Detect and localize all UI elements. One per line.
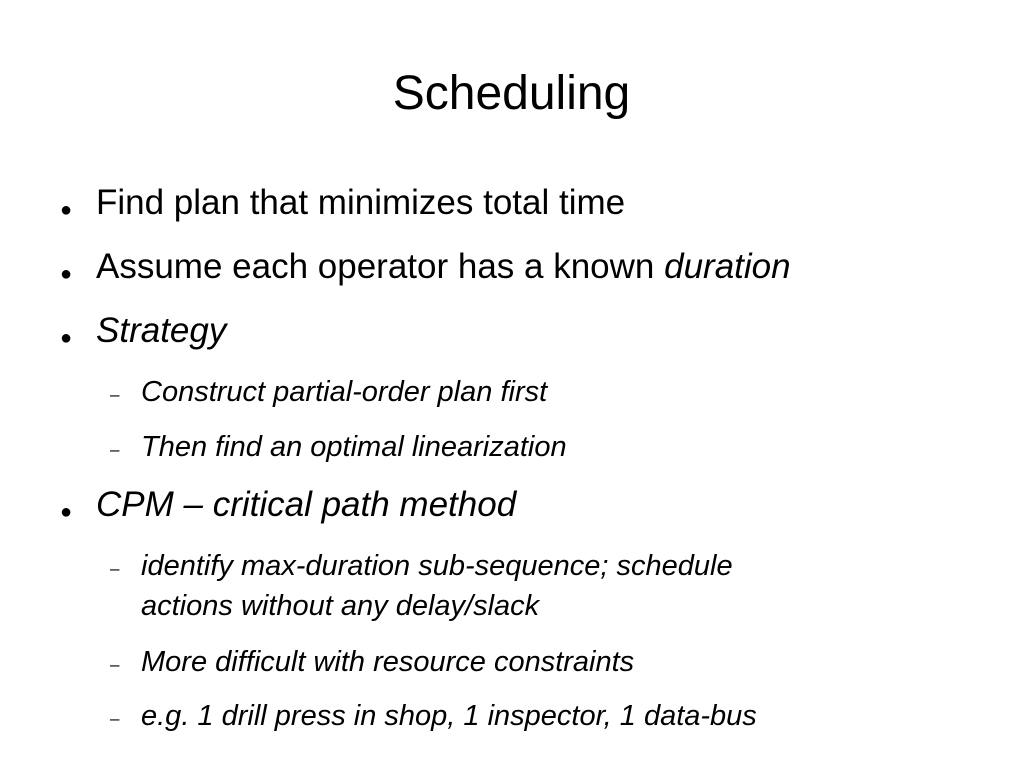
bullet-text: CPM – critical path method	[96, 485, 517, 524]
dash-icon: –	[110, 440, 120, 459]
bullet-icon: ●	[60, 327, 73, 349]
dash-icon: –	[110, 559, 120, 578]
subbullet-text: Construct partial-order plan first	[141, 376, 548, 408]
emphasis-duration: duration	[664, 247, 791, 286]
subbullet-construct-plan	[141, 372, 547, 412]
subbullet-text-line1: identify max-duration sub-sequence; schedule	[141, 550, 733, 582]
dash-icon: –	[110, 655, 120, 674]
subbullet-text-line2: actions without any delay/slack	[141, 590, 540, 622]
subbullet-text: Then find an optimal linearization	[141, 431, 567, 463]
subbullet-text: e.g. 1 drill press in shop, 1 inspector, 1 data-bus	[141, 700, 757, 732]
bullet-icon: ●	[60, 501, 73, 523]
bullet-cpm	[96, 484, 516, 526]
subbullet-text: More difficult with resource constraints	[141, 646, 635, 678]
dash-icon: –	[110, 385, 120, 404]
slide-title: Scheduling	[392, 67, 631, 120]
subbullet-resource-constraints	[141, 642, 634, 682]
bullet-icon: ●	[60, 199, 73, 221]
subbullet-linearization	[141, 427, 567, 467]
bullet-strategy	[96, 310, 226, 352]
bullet-text: Find plan that minimizes total time	[96, 183, 626, 222]
bullet-text: Strategy	[96, 311, 227, 350]
dash-icon: –	[110, 709, 120, 728]
bullet-icon: ●	[60, 263, 73, 285]
bullet-assume-duration	[96, 246, 791, 288]
subbullet-identify-max-duration	[141, 546, 733, 626]
bullet-find-plan	[96, 182, 625, 224]
subbullet-example	[141, 696, 757, 736]
bullet-text: Assume each operator has a known	[96, 247, 665, 286]
